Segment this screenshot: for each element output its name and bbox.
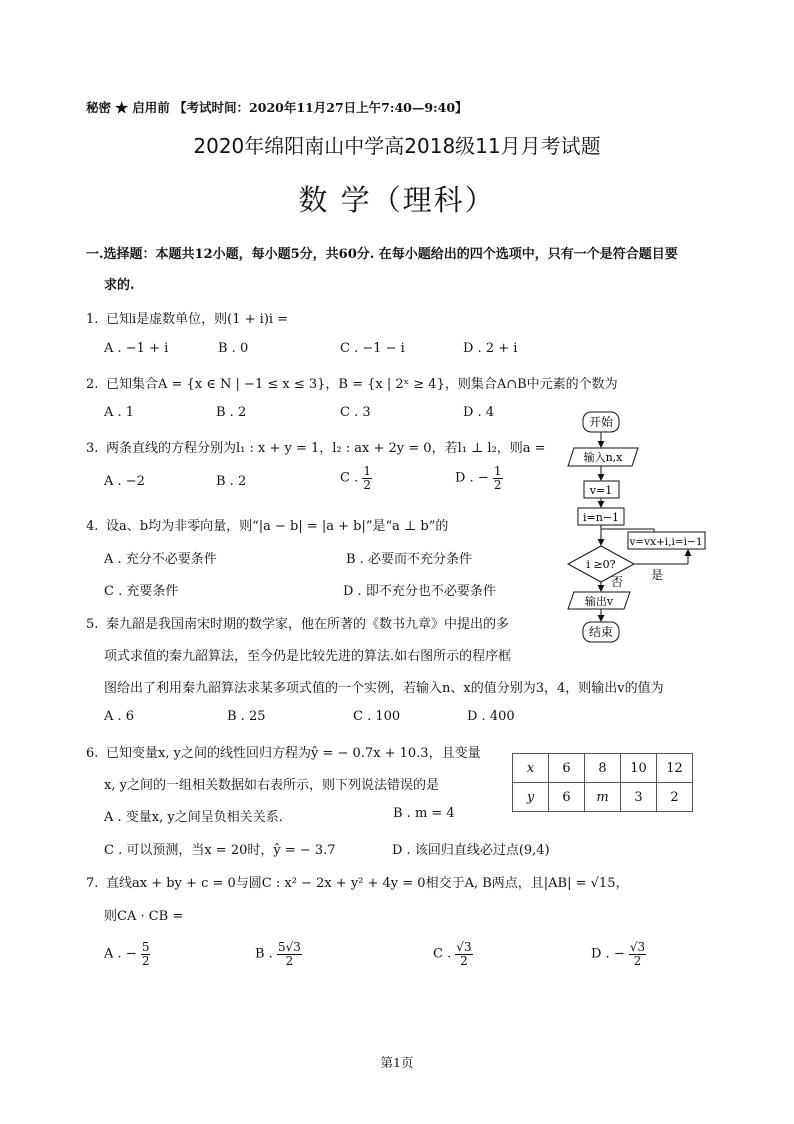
table-row <box>513 783 693 812</box>
question-stem-line: 已知变量x, y之间的线性回归方程为ŷ = − 0.7x + 10.3，且变量 <box>106 746 481 761</box>
question-stem: 已知集合A = {x ∈ N | −1 ≤ x ≤ 3}，B = {x | 2ˣ ≥ 4}，则集合A∩B中元素的个数为 <box>106 377 618 392</box>
fraction <box>629 941 646 967</box>
q6-option-d: D . 该回归直线必过点(9,4) <box>392 843 550 858</box>
fraction <box>277 941 302 967</box>
question-6 <box>86 742 481 761</box>
fraction <box>362 465 372 491</box>
flowchart-loop-body-text: v=vx+i,i=i−1 <box>629 536 703 548</box>
table-cell: 8 <box>585 754 621 783</box>
table-row <box>513 754 693 783</box>
q1-option-a: A . −1 + i <box>104 341 169 356</box>
q5-option-d: D . 400 <box>467 709 515 724</box>
numerator: √3 <box>629 940 646 954</box>
denominator: 2 <box>633 953 642 968</box>
question-2 <box>86 373 618 392</box>
option-label: D . − <box>455 470 489 486</box>
question-stem-line: 项式求值的秦九韶算法，至今仍是比较先进的算法.如右图所示的程序框 <box>104 649 512 664</box>
q5-option-b: B . 25 <box>227 709 266 724</box>
flowchart-assign-v-text: v=1 <box>589 484 613 497</box>
denominator: 2 <box>363 477 371 492</box>
page-number: 第1页 <box>380 1055 414 1070</box>
option-label: A . − <box>104 946 137 962</box>
section-heading: 一.选择题：本题共12小题，每小题5分，共60分. 在每小题给出的四个选项中，只有一个是符合题目要 <box>86 247 678 262</box>
data-table <box>512 753 693 812</box>
numerator: 5√3 <box>277 940 301 954</box>
option-label: D . − <box>591 946 625 962</box>
q3-option-d <box>455 465 503 491</box>
table-cell: 12 <box>657 754 693 783</box>
section-heading-cont: 求的. <box>104 278 135 293</box>
subject-title: 数 学（理科） <box>298 183 496 217</box>
question-number: 6. <box>86 746 99 761</box>
q6-option-b: B . m = 4 <box>393 806 455 821</box>
question-4 <box>86 515 448 534</box>
denominator: 2 <box>460 953 468 968</box>
question-number: 2. <box>86 377 99 392</box>
table-cell: 2 <box>657 783 693 812</box>
flowchart-input-text: 输入n,x <box>583 451 623 464</box>
question-7 <box>86 872 628 891</box>
q1-option-d: D . 2 + i <box>463 341 518 356</box>
q6-option-c: C . 可以预测，当x = 20时，ŷ = − 3.7 <box>104 843 336 858</box>
option-label: C . <box>340 470 359 486</box>
flowchart-diagram <box>560 405 720 650</box>
q7-option-a <box>104 941 150 967</box>
q5-option-a: A . 6 <box>104 709 135 724</box>
flowchart-condition-text: i ≥0? <box>586 558 616 571</box>
question-number: 7. <box>86 876 99 891</box>
question-stem: 已知i是虚数单位，则(1 + i)i = <box>106 312 289 327</box>
denominator: 2 <box>285 953 294 968</box>
numerator: 5 <box>141 940 150 954</box>
q4-option-d: D . 即不充分也不必要条件 <box>343 584 496 599</box>
question-stem-line: 图给出了利用秦九韶算法求某多项式值的一个实例，若输入n、x的值分别为3，4，则输出v的值为 <box>104 681 664 696</box>
option-label: C . <box>433 946 452 962</box>
q3-option-b: B . 2 <box>216 474 247 489</box>
flowchart-start-text: 开始 <box>588 415 614 429</box>
question-number: 5. <box>86 617 99 632</box>
question-stem-line: 直线ax + by + c = 0与圆C : x² − 2x + y² + 4y = 0相交于A, B两点，且|AB| = √15， <box>106 876 629 891</box>
numerator: 1 <box>363 464 371 478</box>
q4-option-a: A . 充分不必要条件 <box>104 552 217 567</box>
exam-title: 2020年绵阳南山中学高2018级11月月考试题 <box>193 134 601 158</box>
option-label: B . <box>255 946 273 962</box>
flowchart-yes-label: 是 <box>650 568 664 582</box>
question-5 <box>86 613 509 632</box>
table-cell: 6 <box>549 783 585 812</box>
numerator: √3 <box>456 940 472 954</box>
flowchart-assign-i-text: i=n−1 <box>582 511 620 524</box>
q7-option-b <box>255 941 302 967</box>
question-1 <box>86 308 288 327</box>
q2-option-d: D . 4 <box>463 405 495 420</box>
fraction <box>493 465 503 491</box>
q5-option-c: C . 100 <box>353 709 401 724</box>
table-cell: 3 <box>621 783 657 812</box>
confidential-header: 秘密 ★ 启用前 【考试时间：2020年11月27日上午7:40—9:40】 <box>86 100 468 115</box>
question-stem: 两条直线的方程分别为l₁ : x + y = 1，l₂ : ax + 2y = 0，若l₁ ⊥ l₂，则a = <box>106 441 546 456</box>
table-cell: 6 <box>549 754 585 783</box>
q6-option-a: A . 变量x, y之间呈负相关关系. <box>104 810 283 825</box>
question-number: 3. <box>86 441 99 456</box>
question-stem-line: 秦九韶是我国南宋时期的数学家，他在所著的《数书九章》中提出的多 <box>106 617 510 632</box>
table-cell: m <box>585 783 621 812</box>
question-stem-line: 则CA · CB = <box>104 909 184 924</box>
q1-option-c: C . −1 − i <box>340 341 405 356</box>
denominator: 2 <box>493 477 502 492</box>
table-cell: y <box>513 783 549 812</box>
question-3 <box>86 437 546 456</box>
question-stem: 设a、b均为非零向量，则“|a − b| = |a + b|”是“a ⊥ b”的 <box>106 519 449 534</box>
q7-option-d <box>591 941 646 967</box>
question-number: 4. <box>86 519 99 534</box>
table-cell: x <box>513 754 549 783</box>
question-stem-line: x, y之间的一组相关数据如右表所示，则下列说法错误的是 <box>104 778 439 793</box>
q7-option-c <box>433 941 473 967</box>
fraction <box>455 941 472 967</box>
flowchart-output-text: 输出v <box>584 595 614 608</box>
flowchart-end-text: 结束 <box>588 625 614 639</box>
table-cell: 10 <box>621 754 657 783</box>
q2-option-c: C . 3 <box>340 405 371 420</box>
q1-option-b: B . 0 <box>218 341 249 356</box>
denominator: 2 <box>141 953 150 968</box>
q3-option-a: A . −2 <box>104 474 145 489</box>
q2-option-a: A . 1 <box>104 405 135 420</box>
question-number: 1. <box>86 312 99 327</box>
flowchart-no-label: 否 <box>610 575 624 589</box>
numerator: 1 <box>493 464 502 478</box>
q4-option-c: C . 充要条件 <box>104 584 179 599</box>
q3-option-c <box>340 465 372 491</box>
fraction <box>141 941 151 967</box>
q4-option-b: B . 必要而不充分条件 <box>346 552 472 567</box>
q2-option-b: B . 2 <box>216 405 247 420</box>
